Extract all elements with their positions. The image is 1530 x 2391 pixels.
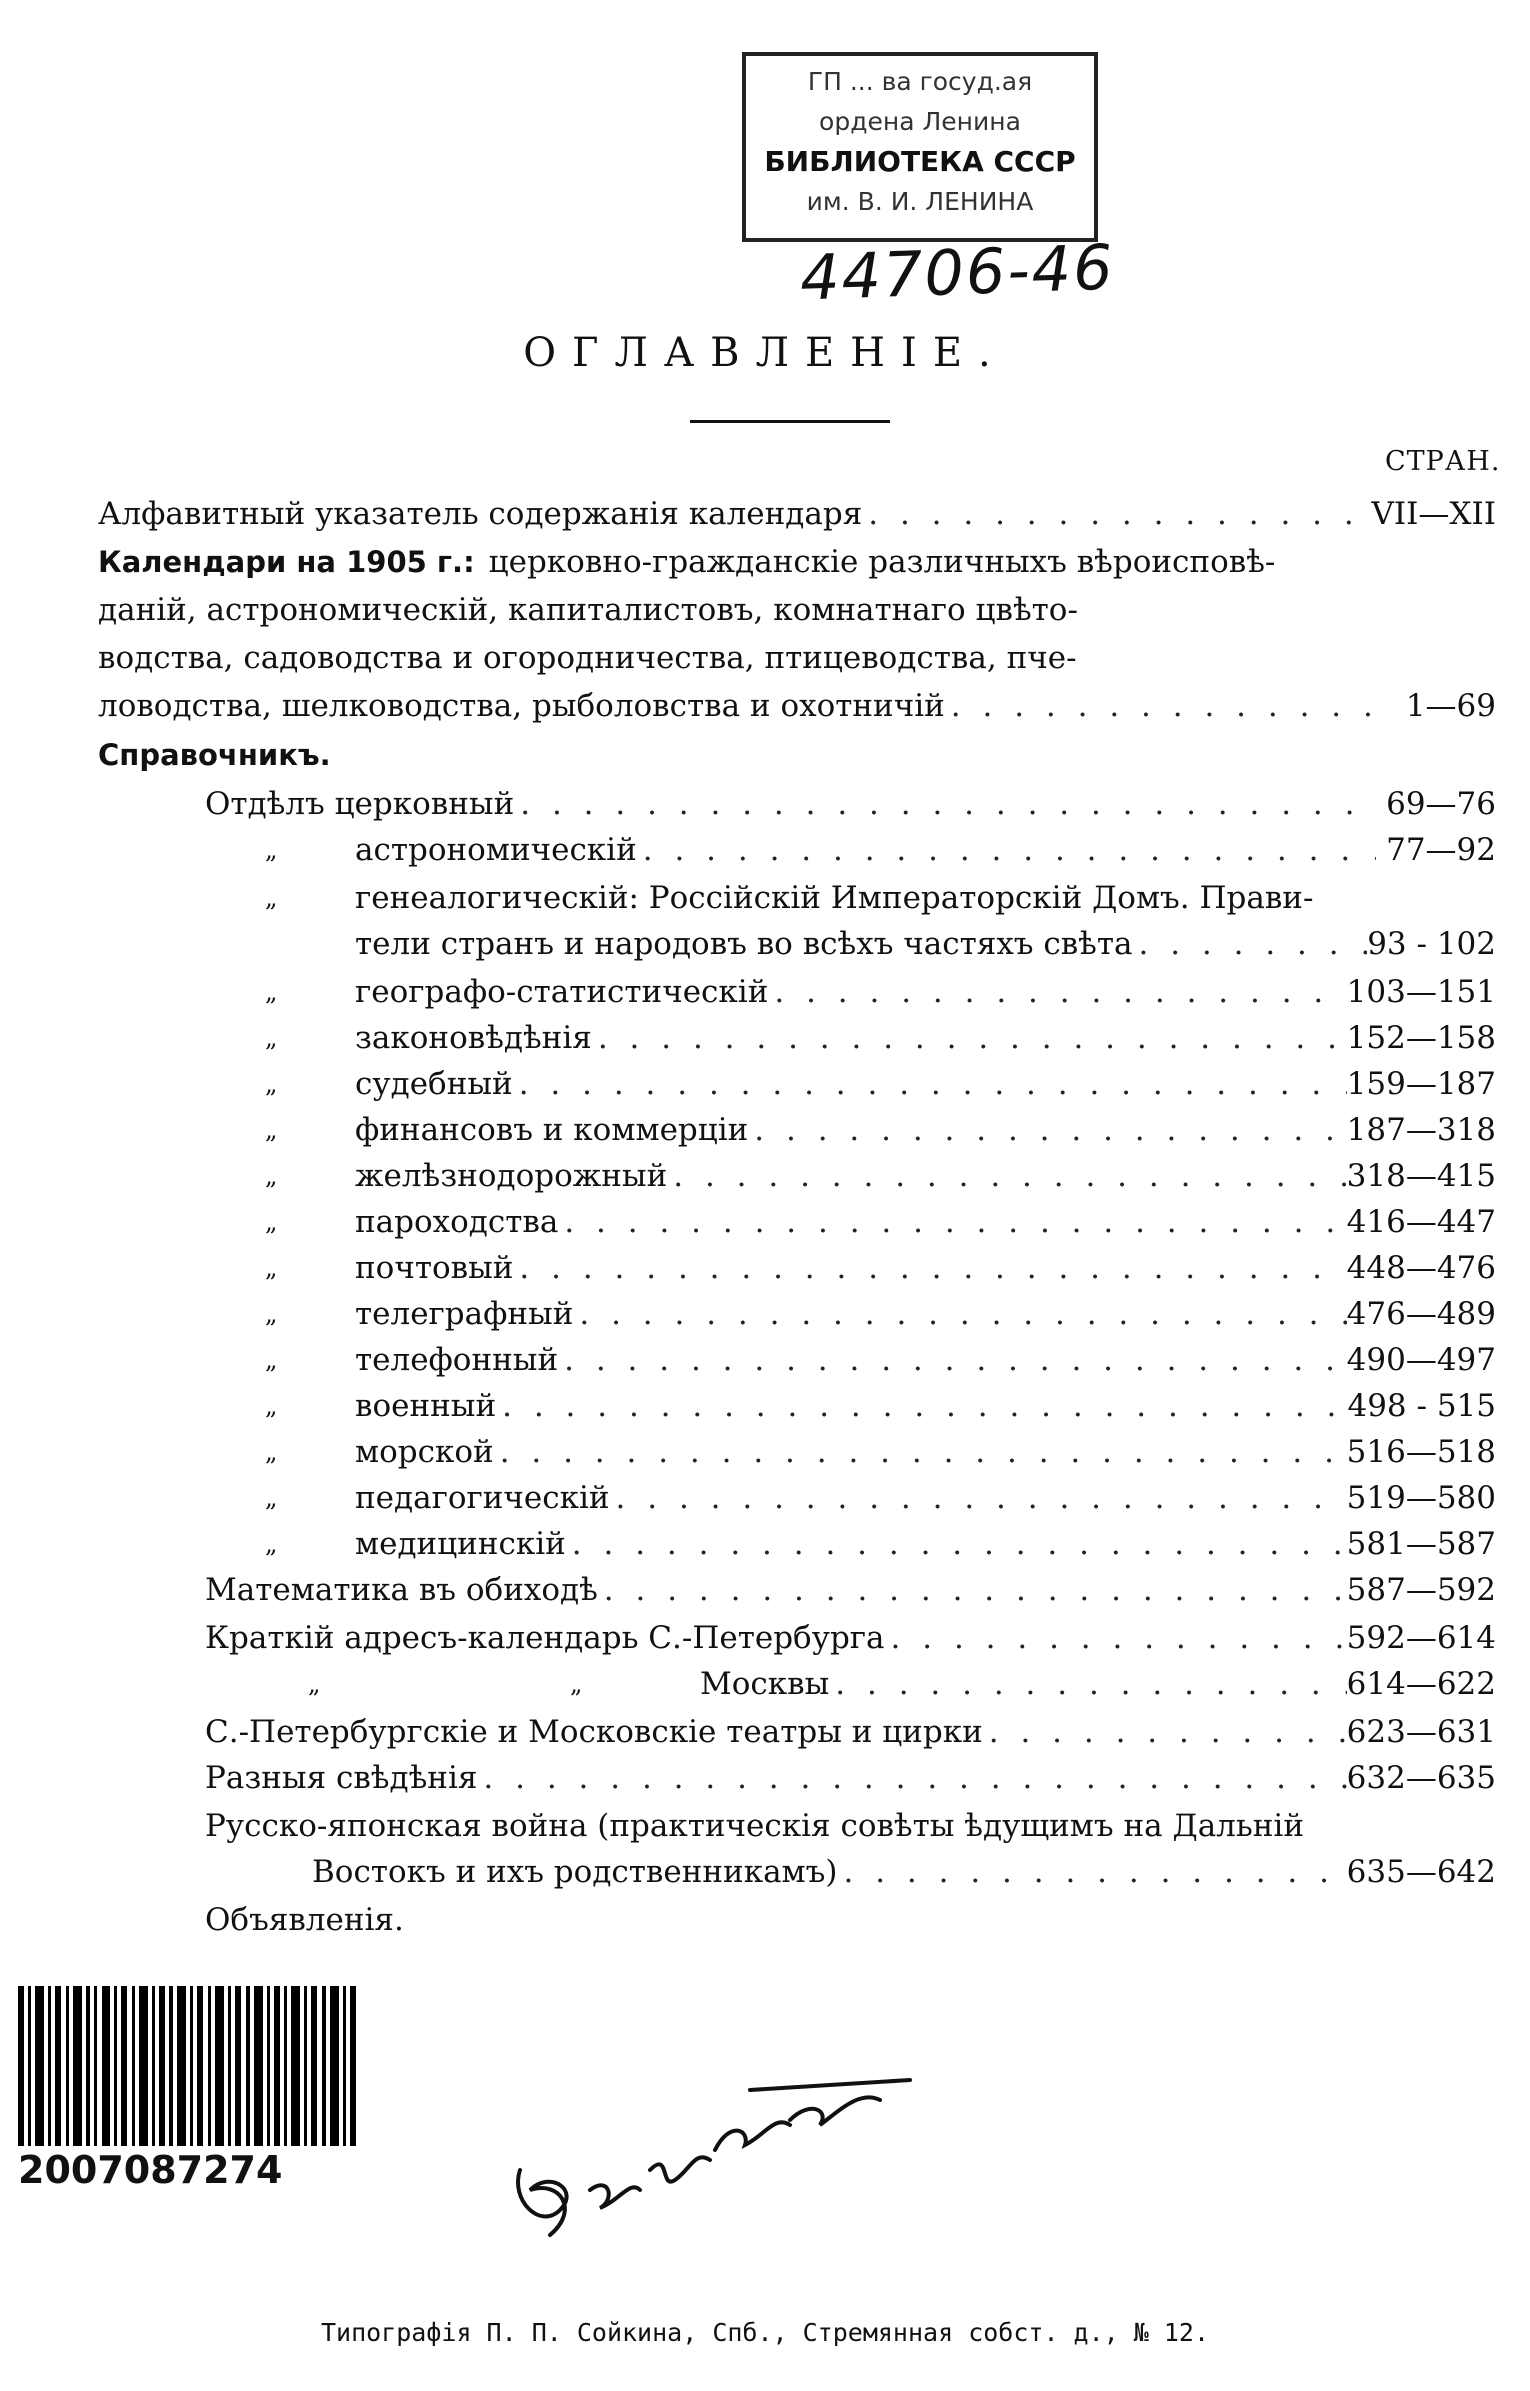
toc-entry-label: судебный	[355, 1066, 513, 1102]
toc-entry-label: почтовый	[355, 1250, 514, 1286]
toc-entry-label: Отдѣлъ церковный	[205, 786, 515, 822]
toc-entry	[355, 1158, 1496, 1202]
toc-entry	[205, 786, 1496, 830]
toc-entry-pages: 476—489	[1346, 1296, 1496, 1332]
toc-entry-label: Востокъ и ихъ родственникамъ)	[312, 1854, 838, 1890]
toc-entry	[355, 1480, 1496, 1524]
toc-entry-pages: 448—476	[1346, 1250, 1496, 1286]
toc-entry	[98, 544, 1496, 588]
dot-leader	[513, 1066, 1347, 1102]
toc-entry	[312, 1854, 1496, 1898]
ditto-mark: „	[265, 1300, 278, 1328]
toc-entry-pages: 69—76	[1386, 786, 1496, 822]
toc-entry-label: Краткій адресъ-календарь С.-Петербурга	[205, 1620, 885, 1656]
toc-entry	[355, 1296, 1496, 1340]
toc-entry-pages: 159—187	[1346, 1066, 1496, 1102]
toc-entry-label: педагогическій	[355, 1480, 610, 1516]
toc-entry	[700, 1666, 1496, 1710]
handwritten-shelf-number: 44706-46	[798, 230, 1116, 315]
toc-entry-pages: 635—642	[1346, 1854, 1496, 1890]
dot-leader	[768, 974, 1346, 1010]
toc-entry	[355, 1250, 1496, 1294]
toc-entry-pages: 490—497	[1346, 1342, 1496, 1378]
toc-entry-pages: 498 - 515	[1347, 1388, 1496, 1424]
toc-entry	[98, 688, 1496, 732]
dot-leader	[514, 786, 1376, 822]
toc-entry-label: Москвы	[700, 1666, 830, 1702]
toc-entry-pages: 587—592	[1346, 1572, 1496, 1608]
toc-entry	[355, 1388, 1496, 1432]
ditto-mark: „	[265, 1024, 278, 1052]
toc-entry	[98, 496, 1496, 540]
dot-leader	[983, 1714, 1347, 1750]
page-title: ОГЛАВЛЕНIЕ.	[523, 330, 1007, 376]
toc-entry-label: тели странъ и народовъ во всѣхъ частяхъ свѣта	[355, 926, 1133, 962]
dot-leader	[667, 1158, 1346, 1194]
toc-entry-pages: 1—69	[1405, 688, 1496, 724]
toc-entry-pages: 614—622	[1346, 1666, 1496, 1702]
ditto-mark: „	[265, 1438, 278, 1466]
ditto-mark: „	[265, 1346, 278, 1374]
toc-entry	[355, 832, 1496, 876]
dot-leader	[610, 1480, 1347, 1516]
toc-entry-pages: 632—635	[1346, 1760, 1496, 1796]
ditto-mark: „	[265, 1070, 278, 1098]
handwritten-signature	[500, 2040, 920, 2260]
toc-entry-label: Алфавитный указатель содержанія календаря	[98, 496, 863, 532]
toc-entry-label: желѣзнодорожный	[355, 1158, 668, 1194]
ditto-mark: „	[265, 836, 278, 864]
column-header-pages: СТРАН.	[1385, 446, 1501, 477]
dot-leader	[496, 1388, 1347, 1424]
toc-entry	[355, 1342, 1496, 1386]
toc-entry	[98, 640, 1496, 684]
toc-entry-pages: 77—92	[1386, 832, 1496, 868]
toc-entry	[355, 880, 1496, 924]
toc-entry-label: телеграфный	[355, 1296, 574, 1332]
toc-entry	[205, 1808, 1496, 1852]
dot-leader	[598, 1572, 1347, 1608]
toc-entry	[355, 1434, 1496, 1478]
dot-leader	[838, 1854, 1347, 1890]
ditto-mark: „	[265, 978, 278, 1006]
dot-leader	[637, 832, 1376, 868]
ditto-mark: „	[308, 1670, 321, 1698]
stamp-line: БИБЛИОТЕКА СССР	[764, 145, 1076, 178]
dot-leader	[885, 1620, 1347, 1656]
ditto-mark: „	[265, 1116, 278, 1144]
dot-leader	[494, 1434, 1347, 1470]
toc-entry-label: военный	[355, 1388, 497, 1424]
toc-entry-pages: 416—447	[1346, 1204, 1496, 1240]
toc-entry-label: Русско-японская война (практическія совѣты ѣдущимъ на Дальній	[205, 1808, 1304, 1844]
dot-leader	[477, 1760, 1346, 1796]
ditto-mark: „	[265, 1208, 278, 1236]
ditto-mark: „	[265, 1392, 278, 1420]
ditto-mark: „	[265, 1254, 278, 1282]
toc-entry	[205, 1902, 1496, 1946]
toc-entry-label: морской	[355, 1434, 494, 1470]
toc-entry	[355, 1020, 1496, 1064]
toc-entry-pages: 519—580	[1346, 1480, 1496, 1516]
stamp-line: им. В. И. ЛЕНИНА	[806, 187, 1034, 216]
toc-entry	[205, 1760, 1496, 1804]
dot-leader	[748, 1112, 1346, 1148]
barcode	[18, 1986, 358, 2146]
toc-entry-label: С.-Петербургскіе и Московскіе театры и цирки	[205, 1714, 983, 1750]
toc-entry	[355, 974, 1496, 1018]
dot-leader	[1133, 926, 1368, 962]
toc-entry	[355, 1526, 1496, 1570]
toc-entry-label: водства, садоводства и огородничества, птицеводства, пче-	[98, 640, 1077, 676]
ditto-mark: „	[265, 1484, 278, 1512]
dot-leader	[573, 1296, 1346, 1332]
toc-entry-pages: 516—518	[1346, 1434, 1496, 1470]
toc-entry	[205, 1714, 1496, 1758]
toc-entry-pages: 581—587	[1346, 1526, 1496, 1562]
toc-entry-pages: 152—158	[1346, 1020, 1496, 1056]
toc-entry-label: ловодства, шелководства, рыболовства и охотничій	[98, 688, 945, 724]
dot-leader	[566, 1526, 1347, 1562]
toc-entry-label: географо-статистическій	[355, 974, 769, 1010]
dot-leader	[513, 1250, 1346, 1286]
printer-imprint: Типографія П. П. Сойкина, Спб., Стремянная собст. д., № 12.	[320, 2318, 1210, 2347]
dot-leader	[862, 496, 1371, 532]
dot-leader	[945, 688, 1376, 724]
toc-entry-label: Разныя свѣдѣнія	[205, 1760, 478, 1796]
toc-entry-label: даній, астрономическій, капиталистовъ, комнатнаго цвѣто-	[98, 592, 1078, 628]
ditto-mark: „	[265, 1530, 278, 1558]
toc-entry-label: медицинскій	[355, 1526, 566, 1562]
toc-entry	[355, 1112, 1496, 1156]
toc-entry-label: Математика въ обиходѣ	[205, 1572, 598, 1608]
toc-entry	[98, 592, 1496, 636]
toc-entry	[355, 1066, 1496, 1110]
toc-entry-label: генеалогическій: Россійскій Императорскій Домъ. Прави-	[355, 880, 1314, 916]
toc-entry-pages: 103—151	[1346, 974, 1496, 1010]
toc-entry-pages: 187—318	[1346, 1112, 1496, 1148]
toc-entry-pages: 623—631	[1346, 1714, 1496, 1750]
toc-entry	[205, 1572, 1496, 1616]
toc-entry-label: телефонный	[355, 1342, 559, 1378]
toc-section-heading: Справочникъ.	[98, 738, 331, 772]
toc-section-heading: Календари на 1905 г.:	[98, 545, 475, 579]
stamp-line: ордена Ленина	[819, 107, 1021, 136]
toc-entry-label: астрономическій	[355, 832, 637, 868]
toc-entry-pages: 592—614	[1346, 1620, 1496, 1656]
dot-leader	[829, 1666, 1346, 1702]
library-stamp	[742, 52, 1098, 242]
toc-entry-label: церковно-гражданскіе различныхъ вѣроисповѣ-	[488, 544, 1276, 580]
toc-entry-pages: VII—XII	[1371, 496, 1496, 532]
toc-entry-label: законовѣдѣнія	[355, 1020, 592, 1056]
ditto-mark: „	[265, 1162, 278, 1190]
ditto-mark: „	[265, 884, 278, 912]
title-rule	[690, 420, 890, 423]
stamp-line: ГП ... ва госуд.ая	[807, 67, 1033, 96]
dot-leader	[558, 1342, 1347, 1378]
barcode-number: 2007087274	[18, 2148, 283, 2192]
toc-entry-label: пароходства	[355, 1204, 559, 1240]
toc-entry-pages: 93 - 102	[1367, 926, 1496, 962]
dot-leader	[592, 1020, 1347, 1056]
toc-entry-pages: 318—415	[1346, 1158, 1496, 1194]
toc-entry	[355, 926, 1496, 970]
dot-leader	[558, 1204, 1346, 1240]
toc-entry	[98, 738, 1496, 782]
toc-entry-label: финансовъ и коммерціи	[355, 1112, 749, 1148]
toc-entry-label: Объявленія.	[205, 1902, 404, 1938]
toc-entry	[355, 1204, 1496, 1248]
ditto-mark: „	[570, 1670, 583, 1698]
toc-entry	[205, 1620, 1496, 1664]
